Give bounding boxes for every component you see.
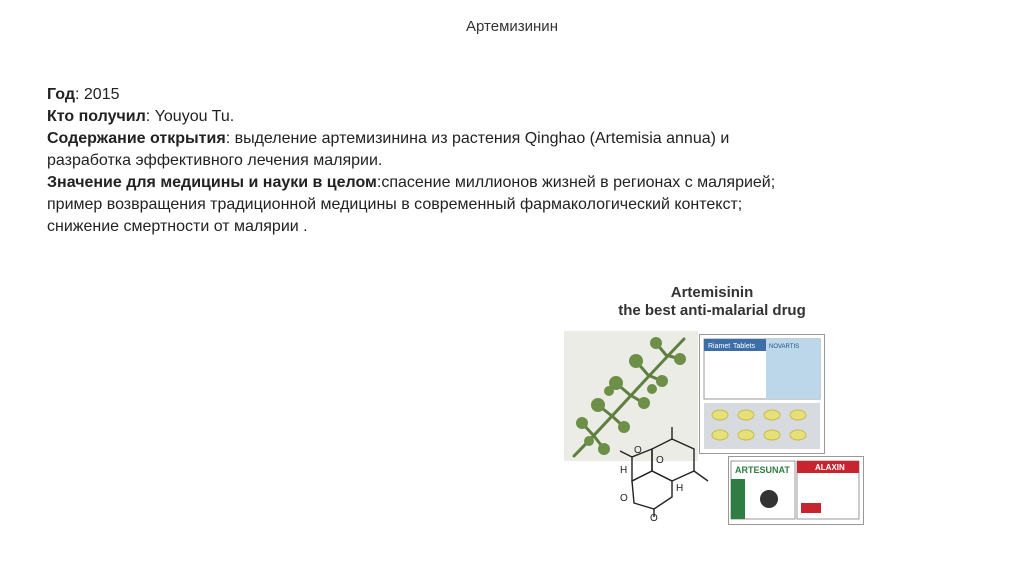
year-label: Год xyxy=(47,86,75,103)
alaxin-brand-text: ALAXIN xyxy=(815,463,845,472)
recipient-line xyxy=(47,106,807,128)
molecule-oxygen-3: O xyxy=(620,493,628,504)
slide-title: Артемизинин xyxy=(466,18,558,35)
significance-value: :спасение миллионов жизней в регионах с малярией; пример возвращения традиционной медицины в современный фармакологический контекст; снижение смертности от малярии . xyxy=(47,174,776,235)
discovery-value: : выделение артемизинина из растения Qinghao (Artemisia annua) и разработка эффективного лечения малярии. xyxy=(47,130,730,169)
significance-line xyxy=(47,172,807,238)
artesunat-brand-text: ARTESUNAT xyxy=(735,465,790,475)
recipient-label: Кто получил xyxy=(47,108,146,125)
molecule-oxygen-4: O xyxy=(650,513,658,521)
figure-title-line1: Artemisinin xyxy=(670,284,754,301)
riamet-brand-text: Riamet xyxy=(708,343,731,350)
body-text xyxy=(47,84,807,238)
recipient-value: : Youyou Tu. xyxy=(145,108,235,125)
molecule-hydrogen-1: H xyxy=(620,465,628,476)
artemisinin-figure xyxy=(562,276,866,526)
significance-label: Значение для медицины и науки в целом xyxy=(47,174,377,191)
artesunat-alaxin-packages-image xyxy=(728,456,864,525)
year-value: : 2015 xyxy=(75,86,120,103)
discovery-label: Содержание открытия xyxy=(47,130,226,147)
molecule-hydrogen-2: H xyxy=(676,483,684,494)
novartis-text: NOVARTIS xyxy=(769,344,800,350)
year-line xyxy=(47,84,807,106)
molecule-oxygen-2: O xyxy=(656,455,664,466)
figure-title-line2: the best anti-malarial drug xyxy=(618,302,806,319)
discovery-line xyxy=(47,128,807,172)
figure-title xyxy=(562,284,862,320)
riamet-tablets-text: Tablets xyxy=(733,343,756,350)
riamet-package-image xyxy=(699,334,825,454)
molecule-oxygen-1: O xyxy=(634,445,642,456)
